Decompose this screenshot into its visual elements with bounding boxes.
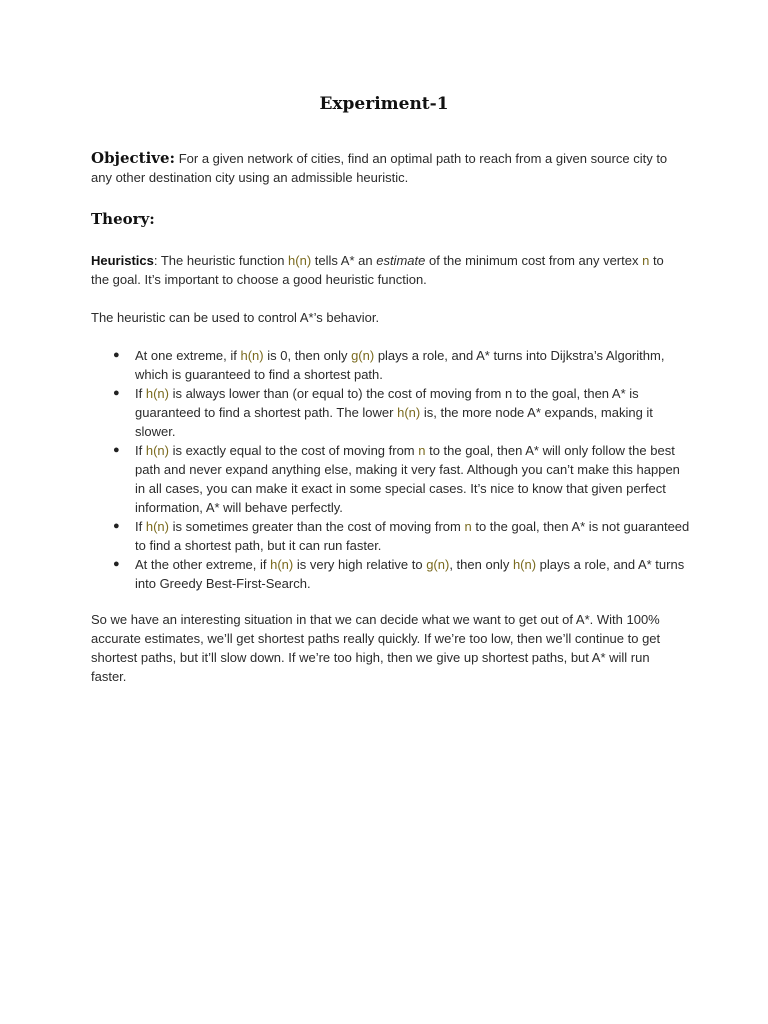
bullet-icon: ● — [113, 444, 120, 456]
heuristics-paragraph: Heuristics: The heuristic function h(n) tells A* an estimate of the minimum cost from any vertex n to the goal. It’s important to choose a good heuristic function. — [91, 253, 664, 287]
objective-label: Objective: — [91, 149, 176, 167]
list-item: ● If h(n) is exactly equal to the cost of moving from n to the goal, then A* will only follow the best path and never expand anything else, making it very fast. Although you can’t make this happen in all cases, you can make it exact in some special cases. It’s nice to know that given perfect information, A* will behave perfectly. — [113, 443, 680, 515]
heuristic-behavior-list — [91, 346, 691, 593]
objective-text: For a given network of cities, find an optimal path to reach from a given source city to any other destination city using an admissible heuristic. — [91, 151, 668, 185]
heuristics-label: Heuristics — [91, 253, 154, 268]
list-item: ● If h(n) is sometimes greater than the cost of moving from n to the goal, then A* is not guaranteed to find a shortest path, but it can run faster. — [113, 519, 690, 553]
bullet-icon: ● — [113, 349, 120, 361]
list-item: ● At one extreme, if h(n) is 0, then only g(n) plays a role, and A* turns into Dijkstra’s Algorithm, which is guaranteed to find a shortest path. — [113, 348, 665, 382]
list-item: ● At the other extreme, if h(n) is very high relative to g(n), then only h(n) plays a role, and A* turns into Greedy Best-First-Search. — [113, 557, 685, 591]
list-item: ● If h(n) is always lower than (or equal to) the cost of moving from n to the goal, then A* is guaranteed to find a shortest path. The lower h(n) is, the more node A* expands, making it slower. — [113, 386, 653, 439]
theory-heading: Theory: — [91, 210, 155, 228]
bullet-icon: ● — [113, 520, 120, 532]
page-title: Experiment-1 — [319, 94, 449, 114]
summary-paragraph: So we have an interesting situation in that we can decide what we want to get out of A*. With 100% accurate estimates, we’ll get shortest paths really quickly. If we’re too low, then we’ll continue to get shortest paths, but it’ll slow down. If we’re too high, then we give up shortest paths, but A* will run faster. — [91, 612, 661, 684]
bullet-icon: ● — [113, 558, 120, 570]
bullet-icon: ● — [113, 387, 120, 399]
objective-paragraph — [91, 149, 683, 187]
control-paragraph: The heuristic can be used to control A*’s behavior. — [91, 310, 380, 325]
